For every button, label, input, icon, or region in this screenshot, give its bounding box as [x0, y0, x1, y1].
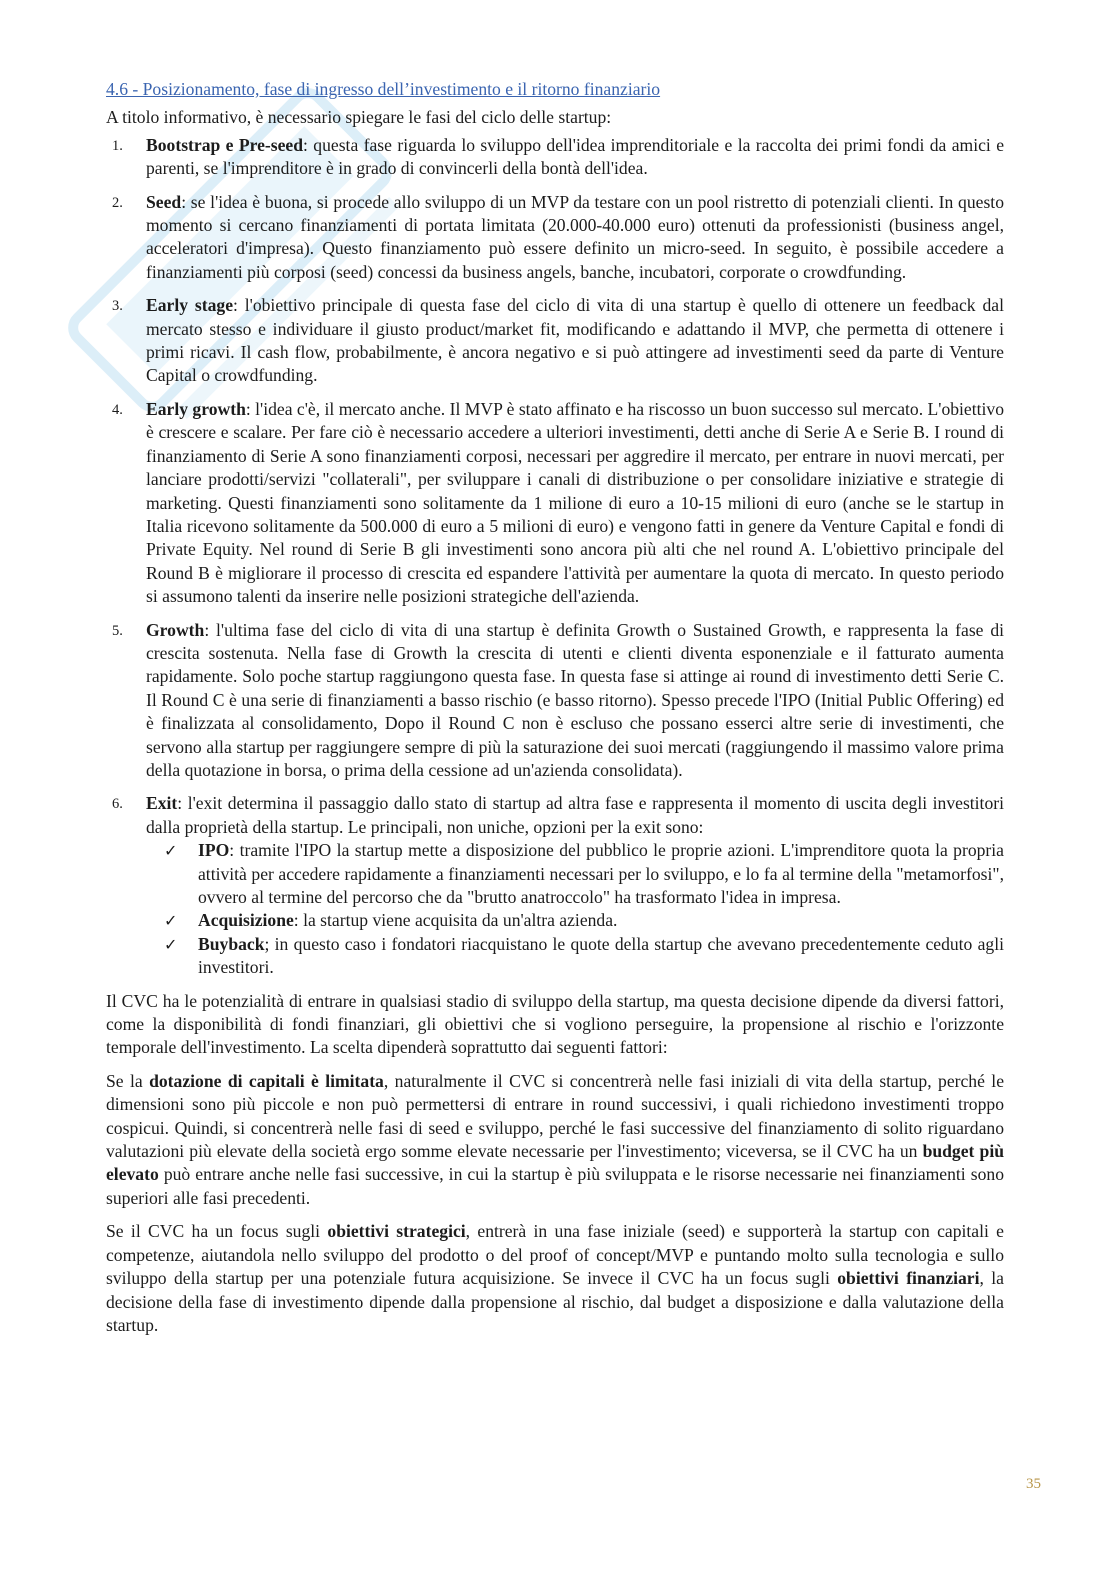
phase-text: : se l'idea è buona, si procede allo sviluppo di un MVP da testare con un pool ristretto di potenziali clienti. In questo momento si cercano finanziamenti di portata limitata (20.000-40.000 euro) ottenuti da professionisti (business angel, acceleratori d'impresa). Questo finanziamento può essere definito un micro-seed. In seguito, è possibile accedere a finanziamenti più corposi (seed) concessi da business angels, banche, incubatori, corporate o crowdfunding. — [146, 191, 1004, 282]
startup-phases-list — [106, 134, 1004, 980]
page-number: 35 — [1026, 1476, 1041, 1492]
body-paragraph — [106, 1070, 1004, 1210]
text-run: , naturalmente il CVC si concentrerà nelle fasi iniziali di vita della startup, perché le dimensioni sono più piccole e non può permettersi di entrare in round successivi, i quali richiedono investimenti troppo cospicui. Quindi, si concentrerà nelle fasi di seed e sviluppo, perché le fasi successive del finanziamento di solito riguardano valutazioni più elevate della società ergo somme elevate necessarie per l'investimento; viceversa, se il CVC ha un — [106, 1070, 1004, 1162]
bold-run: budget più elevato — [106, 1141, 1004, 1185]
phase-number: 4. — [112, 401, 123, 418]
phase-text: : l'obiettivo principale di questa fase del ciclo di vita di una startup è quello di ottenere un feedback dal mercato stesso e individuare il giusto product/market fit, modificando e adattando il MVP, che permetta di ottenere i primi ricavi. Il cash flow, probabilmente, è ancora negativo e si può attingere ad investimenti seed da parte di Venture Capital o crowdfunding. — [146, 295, 1004, 386]
bold-run: obiettivi finanziari — [837, 1268, 980, 1289]
phase-term: Exit — [146, 793, 178, 814]
exit-text: : tramite l'IPO la startup mette a disposizione del pubblico le proprie azioni. L'imprenditore quota la propria attività per accedere rapidamente a finanziamenti necessari per lo sviluppo, e lo fa al termine della "metamorfosi", ovvero al termine del percorso che da "brutto anatroccolo" ha trasformato l'idea in impresa. — [198, 840, 1004, 907]
phase-item — [106, 792, 1004, 979]
text-run: , la decisione della fase di investimento dipende dalla propensione al rischio, dal budget a disposizione e dalla valutazione della startup. — [106, 1268, 1004, 1335]
bold-run: obiettivi strategici — [327, 1221, 466, 1242]
phase-text: : l'ultima fase del ciclo di vita di una startup è definita Growth o Sustained Growth, e rappresenta la fase di crescita sostenuta. Nella fase di Growth la crescita di utenti e clienti diventa esponenziale e il fatturato aumenta rapidamente. Solo poche startup raggiungono questa fase. In questa fase si attinge ai round di investimento detti Serie C. Il Round C è una serie di finanziamenti a basso rischio (e basso ritorno). Spesso precede l'IPO (Initial Public Offering) ed è finalizzata al consolidamento, Dopo il Round C non è escluso che possano esserci altre serie di investimenti, che servono alla startup per raggiungere sempre di più la saturazione dei suoi mercati (raggiungendo il massimo valore prima della quotazione in borsa, o prima della cessione ad un'azienda consolidata). — [146, 619, 1004, 780]
phase-number: 2. — [112, 194, 123, 211]
phase-term: Early growth — [146, 398, 246, 419]
exit-text: ; in questo caso i fondatori riacquistano le quote della startup che avevano precedentemente ceduto agli investitori. — [198, 933, 1004, 978]
exit-term: IPO — [198, 840, 230, 861]
exit-option — [164, 933, 1004, 980]
phase-text: : questa fase riguarda lo sviluppo dell'idea imprenditoriale e la raccolta dei primi fondi da amici e parenti, se l'imprenditore è in grado di convincerli della bontà dell'idea. — [146, 134, 1005, 179]
phase-term: Seed — [146, 191, 182, 212]
bold-run: dotazione di capitali è limitata — [149, 1070, 384, 1091]
phase-text: : l'exit determina il passaggio dallo stato di startup ad altra fase e rappresenta il momento di uscita degli investitori dalla proprietà della startup. Le principali, non uniche, opzioni per la exit sono: — [146, 793, 1004, 837]
checkmark-icon: ✓ — [164, 841, 178, 861]
exit-text: : la startup viene acquisita da un'altra azienda. — [293, 910, 618, 931]
text-run: , entrerà in una fase iniziale (seed) e supporterà la startup con capitali e competenze, aiutandola nello sviluppo del prodotto o del proof of concept/MVP e puntando molto sulla tecnologia e sullo sviluppo della startup per una potenziale futura acquisizione. Se invece il CVC ha un focus sugli — [106, 1221, 1004, 1289]
phase-item — [106, 398, 1004, 609]
section-heading: 4.6 - Posizionamento, fase di ingresso dell’investimento e il ritorno finanziario — [106, 79, 661, 99]
exit-options-list — [146, 839, 1004, 979]
body-paragraph: Il CVC ha le potenzialità di entrare in qualsiasi stadio di sviluppo della startup, ma questa decisione dipende da diversi fattori, come la disponibilità di fondi finanziari, gli obiettivi che si vogliono perseguire, la propensione al rischio e l'orizzonte temporale dell'investimento. La scelta dipenderà soprattutto dai seguenti fattori: — [106, 990, 1004, 1058]
phase-term: Early stage — [146, 295, 234, 316]
exit-option — [164, 839, 1004, 909]
exit-term: Buyback — [198, 933, 265, 954]
checkmark-icon: ✓ — [164, 934, 178, 954]
text-run: può entrare anche nelle fasi successive, in cui la startup è più sviluppata e le risorse necessarie nei finanziamenti sono superiori alle fasi precedenti. — [106, 1164, 1004, 1208]
phase-number: 6. — [112, 796, 123, 813]
document-page — [106, 78, 1004, 1347]
text-run: Se il CVC ha un focus sugli — [106, 1221, 328, 1242]
phase-item — [106, 294, 1004, 388]
phase-text: : l'idea c'è, il mercato anche. Il MVP è stato affinato e ha riscosso un buon successo sul mercato. L'obiettivo è crescere e scalare. Per fare ciò è necessario accedere a ulteriori investimenti, detti anche di Serie A e Serie B. I round di finanziamento di Serie A sono finanziamenti corposi, necessari per aggredire il mercato, per entrare in nuovi mercati, per lanciare prodotti/servizi "collaterali", per sviluppare i canali di distribuzione o per consolidare iniziative e strategie di marketing. Questi finanziamenti sono solitamente da 1 milione di euro a 10-15 milioni di euro (anche se le startup in Italia ricevono solitamente da 500.000 di euro a 5 milioni di euro) e vengono fatti in genere da Venture Capital e fondi di Private Equity. Nel round di Serie B gli investimenti sono ancora più alti che nel round A. L'obiettivo principale del Round B è migliorare il processo di crescita ed espandere l'attività per aumentare la quota di mercato. In questo periodo si assumono talenti da inserire nelle posizioni strategiche dell'azienda. — [146, 398, 1005, 607]
text-run: Se la — [106, 1070, 150, 1091]
exit-option — [164, 909, 1004, 932]
phase-number: 3. — [112, 298, 123, 315]
intro-paragraph: A titolo informativo, è necessario spiegare le fasi del ciclo delle startup: — [106, 107, 612, 128]
phase-term: Bootstrap e Pre-seed — [146, 134, 304, 155]
phase-number: 1. — [112, 137, 123, 154]
phase-number: 5. — [112, 622, 123, 639]
checkmark-icon: ✓ — [164, 911, 178, 931]
phase-item — [106, 191, 1004, 285]
phase-term: Growth — [146, 619, 205, 640]
phase-item — [106, 134, 1004, 181]
body-paragraph — [106, 1220, 1004, 1337]
phase-item — [106, 619, 1004, 783]
exit-term: Acquisizione — [198, 910, 294, 931]
